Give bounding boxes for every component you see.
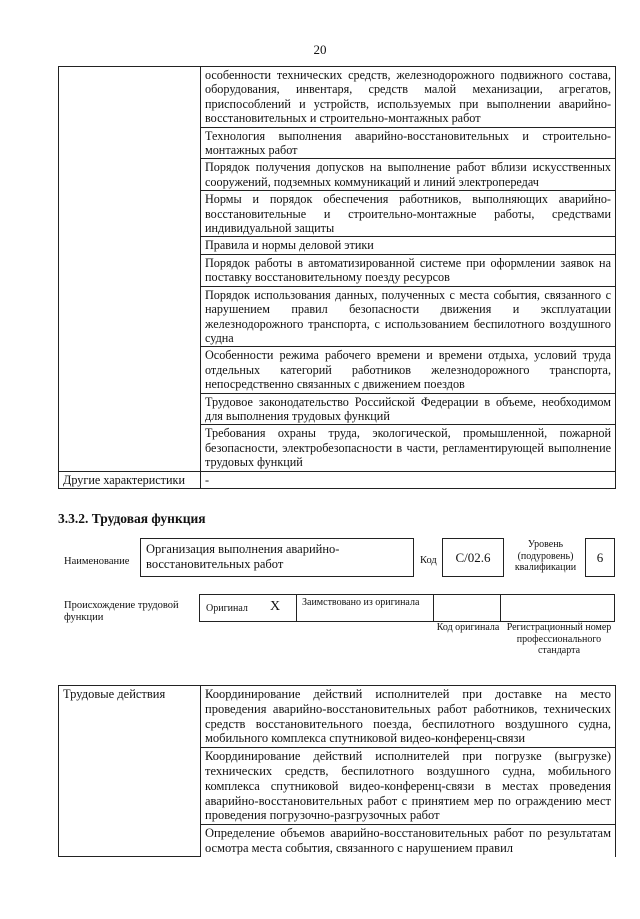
knowledge-item: Правила и нормы деловой этики [201,237,616,254]
page-number: 20 [313,42,327,57]
origin-label: Происхождение трудовой функции [64,600,179,623]
name-label: Наименование [64,556,130,567]
other-characteristics-label: Другие характеристики [59,471,201,488]
table-row [59,471,616,488]
section-title: 3.3.2. Трудовая функция [58,511,206,526]
borrowed-label: Заимствовано из оригинала [296,594,434,622]
knowledge-item: Технология выполнения аварийно-восстановительных и строительно-монтажных работ [201,127,616,159]
qualification-level-label: Уровень (подуровень) квалификации [514,539,577,573]
work-action-item: Координирование действий исполнителей при погрузке (выгрузке) технических средств, беспилотного воздушного судна, мобильного комплекса спутниковой видео-конференц-связи в местах проведения аварийно-восстановительных работ с принятием мер по ограждению мест проведения погрузочно-разгрузочных работ [201,748,616,825]
function-code-value: C/02.6 [442,538,504,577]
knowledge-item: особенности технических средств, железнодорожного подвижного состава, оборудования, инвентаря, средств малой механизации, агрегатов, приспособлений и устройств, используемых при выполнении аварийно-восстановительных и строительно-монтажных работ [201,67,616,128]
code-label: Код [420,555,437,566]
original-mark: X [270,599,281,614]
knowledge-item: Порядок использования данных, полученных с места события, связанного с нарушением правил безопасности движения и эксплуатации железнодорожного транспорта, с использованием беспилотного воздушного судна [201,286,616,347]
code-original-label: Код оригинала [436,622,500,633]
table-row [59,67,616,128]
knowledge-item: Требования охраны труда, экологической, промышленной, пожарной безопасности, электробезопасности в части, регламентирующей выполнение трудовых функций [201,425,616,471]
reg-number-cell [500,594,615,622]
work-action-item: Координирование действий исполнителей при доставке на место проведения аварийно-восстановительных работ работников, технических средств восстановительного поезда, беспилотного воздушного судна, мобильного комплекса спутниковой видео-конференц-связи [201,686,616,748]
function-name-value: Организация выполнения аварийно-восстановительных работ [140,538,414,577]
knowledge-table [58,66,616,489]
original-label: Оригинал [206,603,248,614]
knowledge-item: Нормы и порядок обеспечения работников, выполняющих аварийно-восстановительные и строительно-монтажные работы, средствами индивидуальной защиты [201,191,616,237]
work-actions-label: Трудовые действия [59,686,201,857]
original-cell [199,594,297,622]
code-original-cell [433,594,501,622]
knowledge-label-cell [59,67,201,472]
qualification-level-value: 6 [585,538,615,577]
knowledge-item: Порядок работы в автоматизированной системе при оформлении заявок на поставку восстановительному поезду ресурсов [201,254,616,286]
knowledge-item: Особенности режима рабочего времени и времени отдыха, условий труда отдельных категорий работников железнодорожного транспорта, непосредственно связанных с движением поездов [201,347,616,393]
knowledge-item: Порядок получения допусков на выполнение работ вблизи искусственных сооружений, подземных коммуникаций и линий электропередач [201,159,616,191]
reg-number-label: Регистрационный номер профессионального стандарта [506,622,612,656]
work-action-item: Определение объемов аварийно-восстановительных работ по результатам осмотра места события, связанного с нарушением правил [201,825,616,857]
other-characteristics-value: - [201,471,616,488]
table-row [59,686,616,748]
knowledge-item: Трудовое законодательство Российской Федерации в объеме, необходимом для выполнения трудовых функций [201,393,616,425]
work-actions-table [58,685,616,857]
